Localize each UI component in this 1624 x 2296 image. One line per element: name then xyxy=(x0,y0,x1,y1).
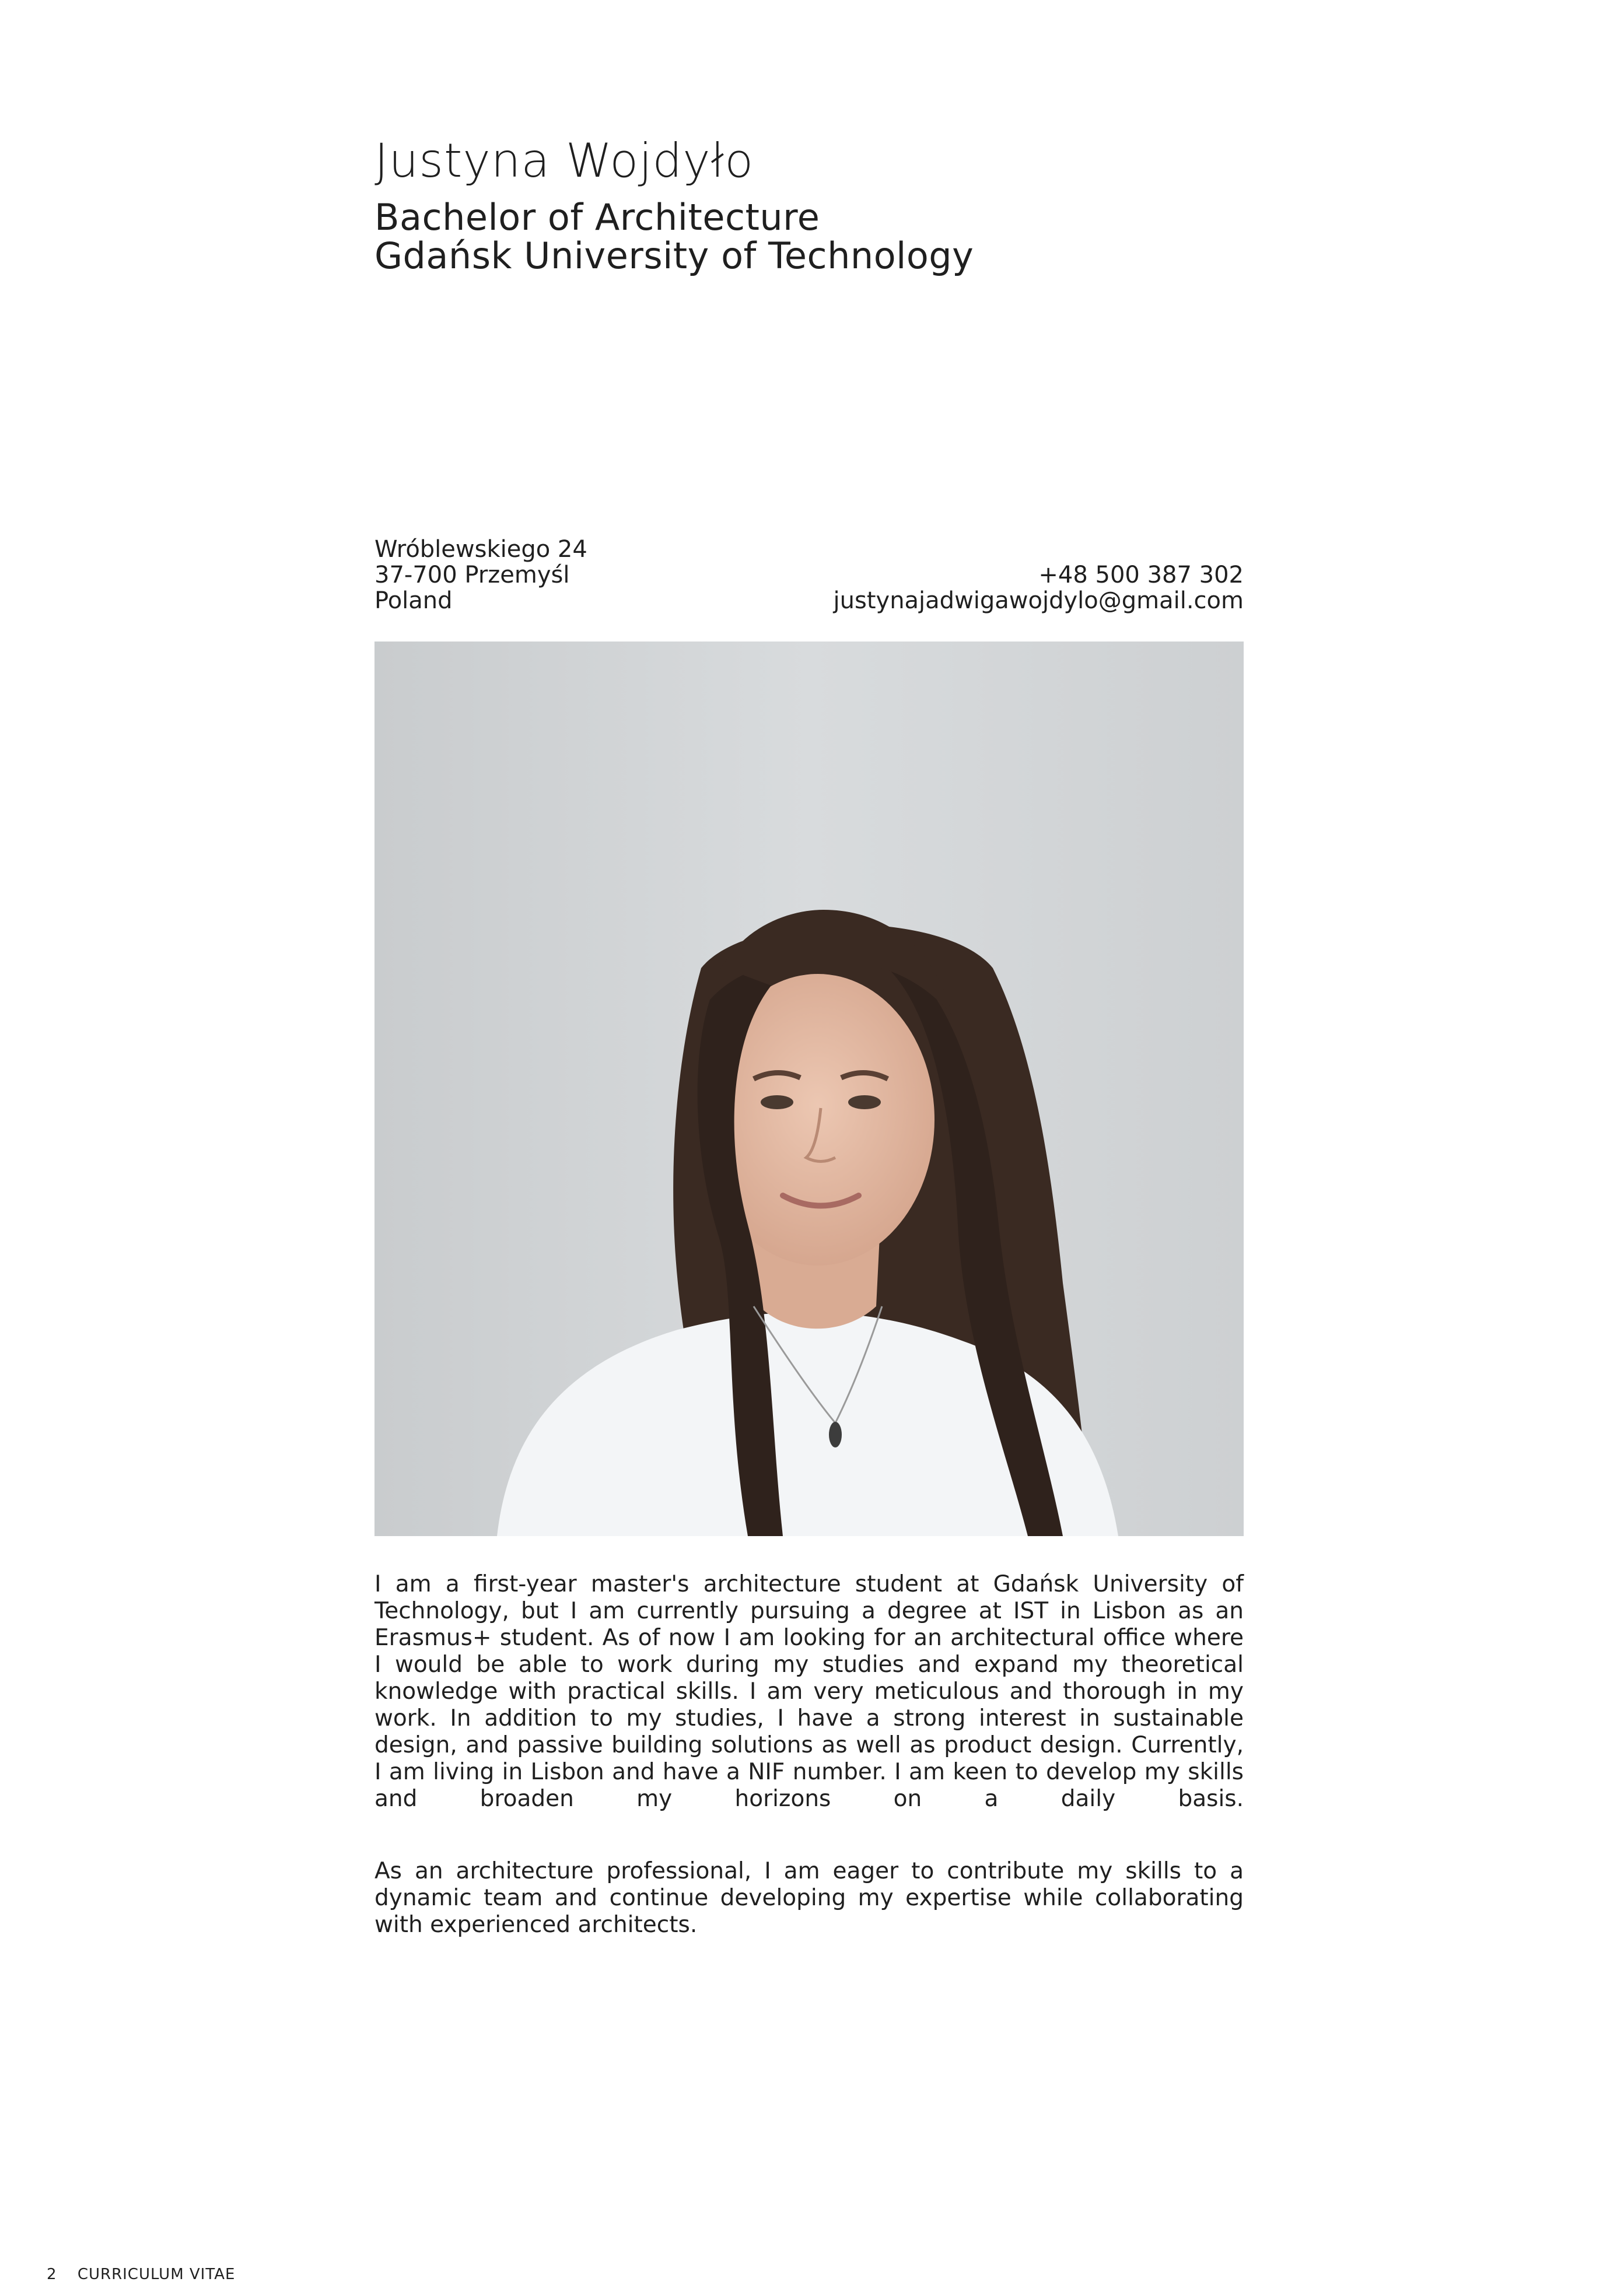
degree-line: Bachelor of Architecture xyxy=(374,196,820,239)
portrait-illustration xyxy=(374,642,1244,1536)
page-number: 2 xyxy=(47,2266,57,2283)
right-eye xyxy=(848,1095,881,1109)
bio-paragraph-1: I am a first-year master's architecture student at Gdańsk University of Technology, but I am currently pursuing a degree at IST in Lisbon as an Erasmus+ student. As of now I am looking for an architectural office where I would be able to work during my studies and expand my theoretical knowledge with practical skills. I am very meticulous and thorough in my work. In addition to my studies, I have a strong interest in sustainable design, and passive building solutions as well as product design. Currently, I am living in Lisbon and have a NIF number. I am keen to develop my skills and broaden my horizons on a daily basis. xyxy=(374,1571,1244,1812)
address-country: Poland xyxy=(374,587,453,614)
credentials xyxy=(374,198,974,275)
address-street: Wróblewskiego 24 xyxy=(374,536,587,563)
person-name: Justyna Wojdyło xyxy=(374,134,754,188)
bio-paragraph-2: As an architecture professional, I am eager to contribute my skills to a dynamic team and continue developing my expertise while collaborating with experienced architects. xyxy=(374,1858,1244,1938)
page-footer xyxy=(47,2266,235,2283)
footer-section-label: CURRICULUM VITAE xyxy=(77,2266,236,2283)
email-address: justynajadwigawojdylo@gmail.com xyxy=(833,587,1244,614)
pendant xyxy=(829,1422,842,1447)
university-line: Gdańsk University of Technology xyxy=(374,234,974,277)
contact-details xyxy=(834,562,1244,614)
postal-address xyxy=(374,537,587,614)
left-eye xyxy=(761,1095,793,1109)
address-city: 37-700 Przemyśl xyxy=(374,562,570,588)
portrait-photo xyxy=(374,642,1244,1536)
phone-number: +48 500 387 302 xyxy=(1038,562,1244,588)
